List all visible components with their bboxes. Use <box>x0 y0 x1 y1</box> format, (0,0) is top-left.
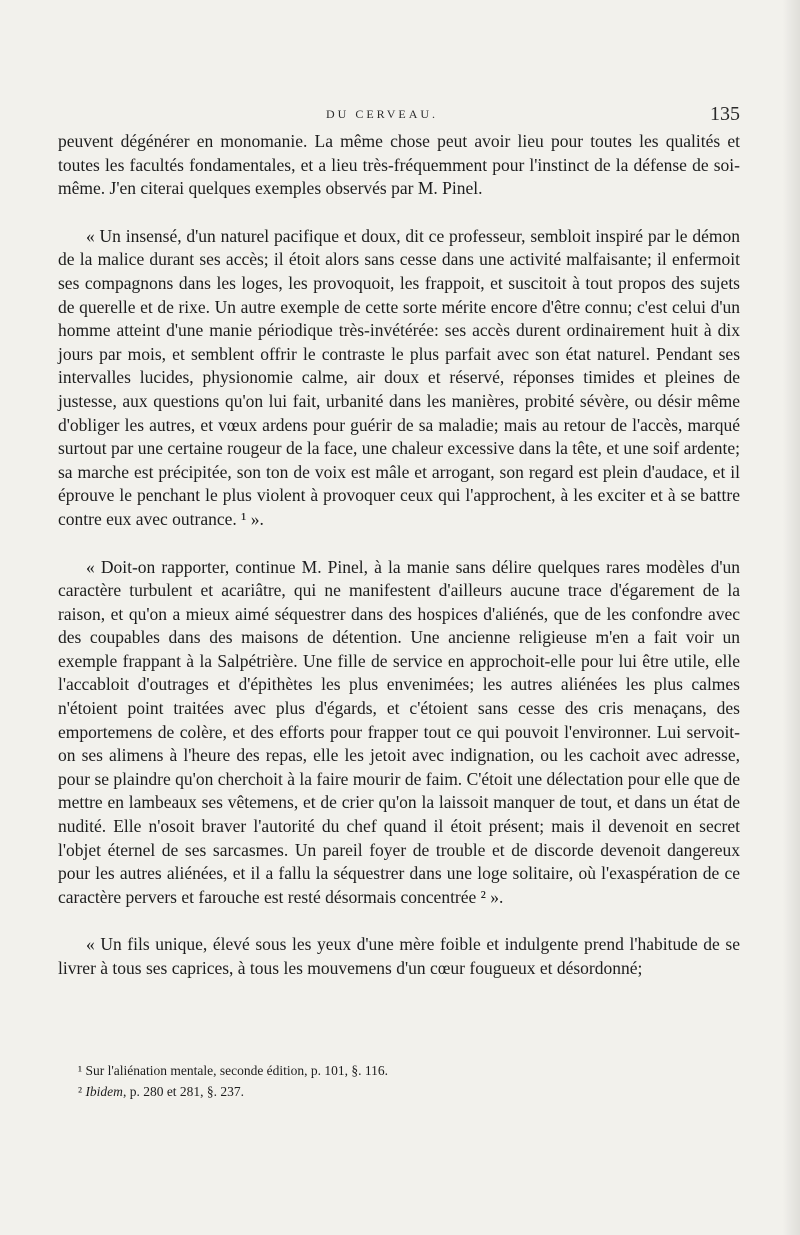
footnote-text: Sur l'aliénation mentale, seconde édition, p. 101, §. 116. <box>85 1063 389 1078</box>
footnote-2 <box>78 1081 678 1102</box>
body-text <box>58 130 740 981</box>
page-number: 135 <box>710 103 740 125</box>
footnote-mark: ¹ <box>78 1063 83 1078</box>
paragraph-quote-insane-man: « Un insensé, d'un naturel pacifique et doux, dit ce professeur, sembloit inspiré par le démon de la malice durant ses accès; il étoit alors sans cesse dans une activité malfaisante; il enfermoit ses compagnons dans les loges, les provoquoit, les frappoit, et suscitoit à tout propos des sujets de querelle et de rixe. Un autre exemple de cette sorte mérite encore d'être connu; c'est celui d'un homme atteint d'une manie périodique très-invétérée: ses accès durent ordinairement huit à dix jours par mois, et semblent offrir le contraste le plus parfait avec son état naturel. Pendant ses intervalles lucides, physionomie calme, air doux et réservé, réponses timides et pleines de justesse, aux questions qu'on lui fait, urbanité dans les manières, probité sévère, ou désir même d'obliger les autres, et vœux ardens pour guérir de sa maladie; mais au retour de l'accès, marqué surtout par une certaine rougeur de la face, une chaleur excessive dans la tête, et une soif ardente; sa marche est précipitée, son ton de voix est mâle et arrogant, son regard est plein d'audace, et il éprouve le penchant le plus violent à provoquer ceux qui l'approchent, à les exciter et à se battre contre eux avec outrance. ¹ ». <box>58 225 740 529</box>
footnotes <box>78 1060 678 1102</box>
paragraph-quote-only-son: « Un fils unique, élevé sous les yeux d'une mère foible et indulgente prend l'habitude de se livrer à tous ses caprices, à tous les mouvemens d'un cœur fougueux et désordonné; <box>58 934 740 978</box>
footnote-text: , p. 280 et 281, §. 237. <box>122 1084 245 1099</box>
footnote-1 <box>78 1060 678 1081</box>
page-edge-shadow <box>782 0 800 1235</box>
page-header <box>58 103 740 129</box>
paragraph-continuation: peuvent dégénérer en monomanie. La même chose peut avoir lieu pour toutes les qualités et toutes les facultés fondamentales, et a lieu très-fréquemment pour l'instinct de la défense de soi-même. J'en citerai quelques exemples observés par M. Pinel. <box>58 131 740 199</box>
footnote-ibidem: Ibidem <box>85 1084 123 1099</box>
running-title: DU CERVEAU. <box>326 107 439 121</box>
paragraph-quote-religieuse: « Doit-on rapporter, continue M. Pinel, à la manie sans délire quelques rares modèles d'un caractère turbulent et acariâtre, qui ne manifestent d'ailleurs aucune trace d'égarement de la raison, et qu'on a mieux aimé séquestrer dans des hospices d'aliénés, que de les confondre avec des coupables dans des maisons de détention. Une ancienne religieuse m'en a fait voir un exemple frappant à la Salpétrière. Une fille de service en approchoit-elle pour lui être utile, elle l'accabloit d'outrages et d'épithètes les plus envenimées; les autres aliénées les plus calmes n'étoient point traitées avec plus d'égards, et c'étoient sans cesse des cris menaçans, des emportemens de colère, et des efforts pour frapper tout ce qui pouvoit l'environner. Lui servoit-on ses alimens à l'heure des repas, elle les jetoit avec indignation, ou les cachoit avec adresse, pour se plaindre qu'on cherchoit à la faire mourir de faim. C'étoit une délectation pour elle que de mettre en lambeaux ses vêtemens, et de crier qu'on la laissoit manquer de tout, et dans un état de nudité. Elle n'osoit braver l'autorité du chef quand il étoit présent; mais il devenoit en secret l'objet éternel de ses sarcasmes. Un pareil foyer de trouble et de discorde devenoit dangereux pour les autres aliénées, et il a fallu la séquestrer dans une loge solitaire, où l'exaspération de ce caractère pervers et farouche est resté désormais concentrée ² ». <box>58 556 740 907</box>
footnote-mark: ² <box>78 1084 83 1099</box>
